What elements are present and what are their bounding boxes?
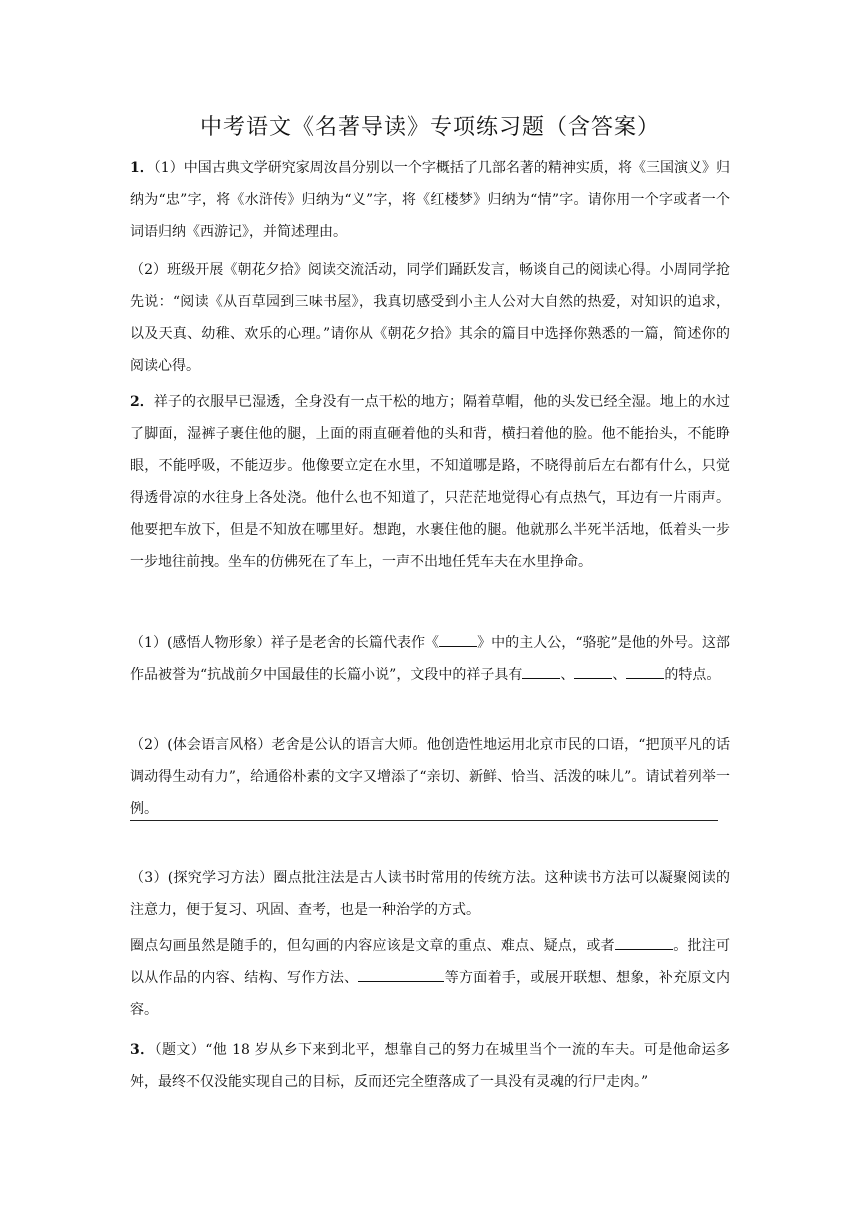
question-2-passage [130,386,730,578]
answer-line[interactable] [130,820,718,821]
answer-blank[interactable] [615,933,673,950]
answer-blank[interactable] [358,965,444,982]
question-2-sub-3-cont [130,930,730,1026]
question-text: （1）中国古典文学研究家周汝昌分别以一个字概括了几部名著的精神实质，将《三国演义》归纳为“忠”字，将《水浒传》归纳为“义”字，将《红楼梦》归纳为“情”字。请你用一个字或者一个词语归纳《西游记》，并简述理由。 [130,160,730,240]
question-text: 等方面着手，或展开联想、想象，补充原文内容。 [130,970,731,1018]
question-number: 2． [130,394,154,410]
question-text: （2）(体会语言风格）老舍是公认的语言大师。他创造性地运用北京市民的口语，“把顶平凡的话调动得生动有力”，给通俗朴素的文字又增添了“亲切、新鲜、恰当、活泼的味儿”。请试着列举一例。 [130,737,730,817]
question-text: 的特点。 [664,667,721,683]
separator: 、 [560,667,575,683]
document-title: 中考语文《名著导读》专项练习题（含答案） [199,115,660,140]
answer-blank[interactable] [439,630,477,647]
answer-blank[interactable] [522,662,560,679]
question-text: 》中的主人公，“骆驼”是他的外号。这部作品被誉为“抗战前夕中国最佳的长篇小说”，文段中的祥子具有 [130,635,730,683]
question-2-sub-1 [130,627,730,691]
question-text: 圈点勾画虽然是随手的，但勾画的内容应该是文章的重点、难点、疑点，或者 [130,938,615,954]
question-number: 3． [130,1042,155,1058]
question-text: （3）(探究学习方法）圈点批注法是古人读书时常用的传统方法。这种读书方法可以凝聚阅读的注意力，便于复习、巩固、查考，也是一种治学的方式。 [130,870,730,918]
question-text: （2）班级开展《朝花夕拾》阅读交流活动，同学们踊跃发言，畅谈自己的阅读心得。小周同学抢先说：“阅读《从百草园到三味书屋》，我真切感受到小主人公对大自然的热爱，对知识的追求，以及天真、幼稚、欢乐的心理。”请你从《朝花夕拾》其余的篇目中选择你熟悉的一篇，简述你的阅读心得。 [130,262,730,374]
question-text: 。批注可以从作品的内容、结构、写作方法、 [130,938,731,986]
question-2-sub-3 [130,862,730,926]
separator: 、 [612,667,627,683]
question-1-part-2 [130,254,730,382]
answer-blank[interactable] [574,662,612,679]
question-text: （题文）“他 18 岁从乡下来到北平，想靠自己的努力在城里当个一流的车夫。可是他命运多舛，最终不仅没能实现自己的目标，反而还完全堕落成了一具没有灵魂的行尸走肉。” [130,1042,730,1090]
question-1-part-1 [130,152,730,248]
question-text: （1）(感悟人物形象）祥子是老舍的长篇代表作《 [130,635,440,651]
passage-text: 祥子的衣服早已湿透，全身没有一点干松的地方；隔着草帽，他的头发已经全湿。地上的水过了脚面，湿裤子裹住他的腿，上面的雨直砸着他的头和背，横扫着他的脸。他不能抬头，不能睁眼，不能呼吸，不能迈步。他像要立定在水里，不知道哪是路，不晓得前后左右都有什么，只觉得透骨凉的水往身上各处浇。他什么也不知道了，只茫茫地觉得心有点热气，耳边有一片雨声。他要把车放下，但是不知放在哪里好。想跑，水裹住他的腿。他就那么半死半活地，低着头一步一步地往前拽。坐车的仿佛死在了车上，一声不出地任凭车夫在水里挣命。 [130,394,730,570]
question-3 [130,1034,730,1098]
answer-blank[interactable] [626,662,664,679]
question-2-sub-2 [130,729,730,825]
question-number: 1． [130,160,154,176]
